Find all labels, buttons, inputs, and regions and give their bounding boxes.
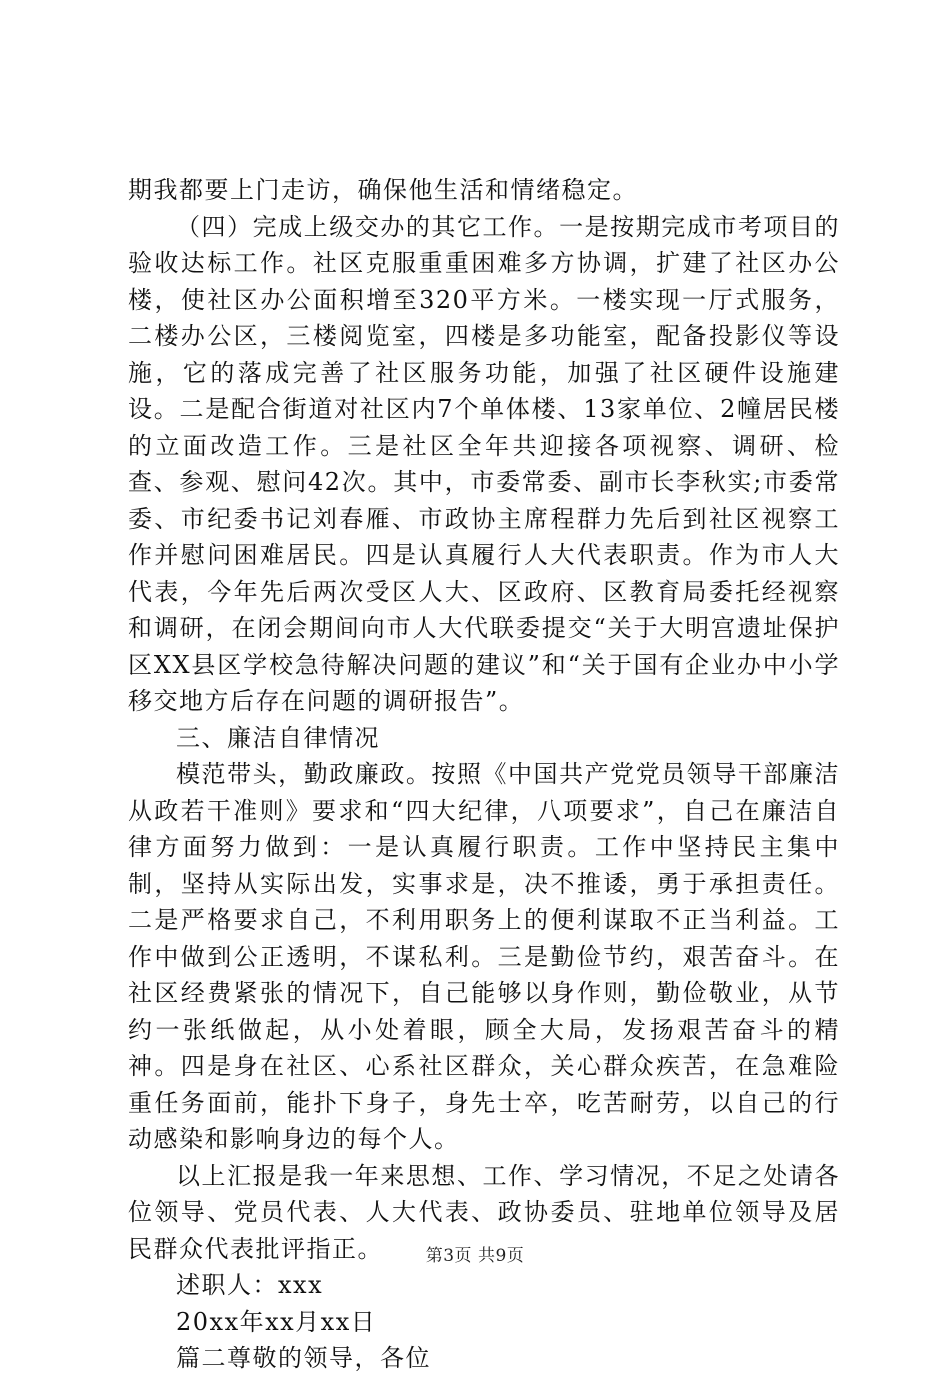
paragraph-closing: 以上汇报是我一年来思想、工作、学习情况，不足之处请各位领导、党员代表、人大代表、政协委员、驻地单位领导及居民群众代表批评指正。 [128, 1161, 840, 1263]
date-line: 20xx年xx月xx日 [176, 1307, 377, 1336]
section-heading-integrity: 三、廉洁自律情况 [176, 723, 380, 752]
page-number-footer: 第3页 共9页 [425, 1246, 525, 1266]
reporter-line: 述职人：xxx [176, 1271, 324, 1299]
paragraph-continuation: 期我都要上门走访，确保他生活和情绪稳定。 [128, 176, 638, 204]
paragraph-other-work: （四）完成上级交办的其它工作。一是按期完成市考项目的验收达标工作。社区克服重重困难多方协调，扩建了社区办公楼，使社区办公面积增至320平方米。一楼实现一厅式服务，二楼办公区，三楼阅览室，四楼是多功能室，配备投影仪等设施，它的落成完善了社区服务功能，加强了社区硬件设施建设。二是配合街道对社区内7个单体楼、13家单位、2幢居民楼的立面改造工作。三是社区全年共迎接各项视察、调研、检查、参观、慰问42次。其中，市委常委、副市长李秋实;市委常委、市纪委书记刘春雁、市政协主席程群力先后到社区视察工作并慰问困难居民。四是认真履行人大代表职责。作为市人大代表，今年先后两次受区人大、区政府、区教育局委托经视察和调研，在闭会期间向市人大代联委提交“关于大明宫遗址保护区XX县区学校急待解决问题的建议”和“关于国有企业办中小学移交地方后存在问题的调研报告”。 [128, 212, 840, 715]
next-section-line: 篇二尊敬的领导，各位 [176, 1344, 431, 1372]
document-body [128, 172, 840, 1377]
paragraph-integrity: 模范带头，勤政廉政。按照《中国共产党党员领导干部廉洁从政若干准则》要求和“四大纪律，八项要求”，自己在廉洁自律方面努力做到：一是认真履行职责。工作中坚持民主集中制，坚持从实际出发，实事求是，决不推诿，勇于承担责任。二是严格要求自己，不利用职务上的便利谋取不正当利益。工作中做到公正透明，不谋私利。三是勤俭节约，艰苦奋斗。在社区经费紧张的情况下，自己能够以身作则，勤俭敬业，从节约一张纸做起，从小处着眼，顾全大局，发扬艰苦奋斗的精神。四是身在社区、心系社区群众，关心群众疾苦，在急难险重任务面前，能扑下身子，身先士卒，吃苦耐劳，以自己的行动感染和影响身边的每个人。 [128, 760, 840, 1153]
